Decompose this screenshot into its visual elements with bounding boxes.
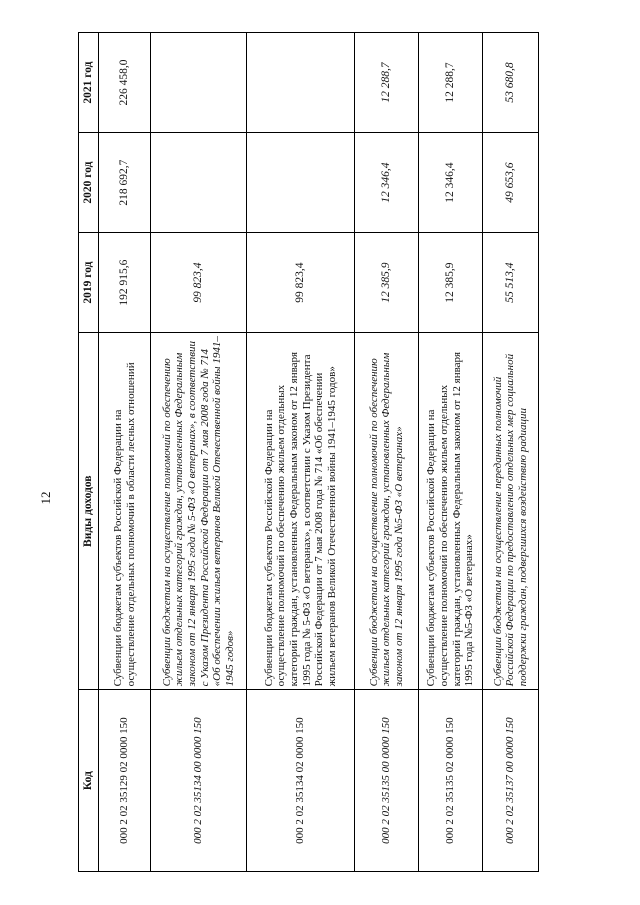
header-2019: 2019 год — [79, 233, 99, 333]
revenue-table — [78, 32, 539, 872]
row-code: 000 2 02 35129 02 0000 150 — [99, 690, 151, 872]
header-2020: 2020 год — [79, 133, 99, 233]
row-value-2021: 12 288,7 — [419, 33, 483, 133]
row-description: Субвенции бюджетам субъектов Российской Федерации на осуществление полномочий по обеспечению жильем отдельных категорий граждан, установленных Федеральным законом от 12 января 1995 года №5-ФЗ «О ветеранах» — [419, 333, 483, 690]
row-value-2019: 99 823,4 — [247, 233, 355, 333]
row-value-2020: 49 653,6 — [483, 133, 539, 233]
row-value-2020: 12 346,4 — [355, 133, 419, 233]
row-code: 000 2 02 35135 00 0000 150 — [355, 690, 419, 872]
row-code: 000 2 02 35134 02 0000 150 — [247, 690, 355, 872]
row-description: Субвенции бюджетам на осуществление полномочий по обеспечению жильем отдельных категорий граждан, установленных Федеральным законом от 12 января 1995 года №5-ФЗ «О ветеранах» — [355, 333, 419, 690]
row-value-2019: 192 915,6 — [99, 233, 151, 333]
row-value-2019: 55 513,4 — [483, 233, 539, 333]
table-row — [247, 33, 355, 872]
row-value-2020: 12 346,4 — [419, 133, 483, 233]
table-header-row — [79, 33, 99, 872]
header-revenue-type: Виды доходов — [79, 333, 99, 690]
header-code: Код — [79, 690, 99, 872]
table-row — [99, 33, 151, 872]
row-description: Субвенции бюджетам субъектов Российской Федерации на осуществление отдельных полномочий в области лесных отношений — [99, 333, 151, 690]
row-description: Субвенции бюджетам на осуществление переданных полномочий Российской Федерации по предоставлению отдельных мер социальной поддержки граждан, подвергшихся воздействию радиации — [483, 333, 539, 690]
row-value-2019: 99 823,4 — [151, 233, 247, 333]
row-description: Субвенции бюджетам на осуществление полномочий по обеспечению жильем отдельных категорий граждан, установленных Федеральным законом от 12 января 1995 года № 5-ФЗ «О ветеранах», в соответствии с Указом Президента Российской Федерации от 7 мая 2008 года № 714 «Об обеспечении жильем ветеранов Великой Отечественной войны 1941–1945 годов» — [151, 333, 247, 690]
row-value-2021: 226 458,0 — [99, 33, 151, 133]
page-number: 12 — [38, 491, 53, 505]
table-row — [483, 33, 539, 872]
row-value-2021 — [247, 33, 355, 133]
table-row — [151, 33, 247, 872]
row-value-2020 — [151, 133, 247, 233]
row-value-2019: 12 385,9 — [355, 233, 419, 333]
header-2021: 2021 год — [79, 33, 99, 133]
row-code: 000 2 02 35137 00 0000 150 — [483, 690, 539, 872]
row-value-2021: 53 680,8 — [483, 33, 539, 133]
row-code: 000 2 02 35135 02 0000 150 — [419, 690, 483, 872]
row-value-2021: 12 288,7 — [355, 33, 419, 133]
table-row — [419, 33, 483, 872]
row-value-2021 — [151, 33, 247, 133]
row-value-2019: 12 385,9 — [419, 233, 483, 333]
row-code: 000 2 02 35134 00 0000 150 — [151, 690, 247, 872]
row-value-2020 — [247, 133, 355, 233]
table-row — [355, 33, 419, 872]
rotated-table-container — [78, 32, 538, 872]
row-description: Субвенции бюджетам субъектов Российской Федерации на осуществление полномочий по обеспечению жильем отдельных категорий граждан, установленных Федеральным законом от 12 января 1995 года № 5-ФЗ «О ветеранах», в соответствии с Указом Президента Российской Федерации от 7 мая 2008 года № 714 «Об обеспечении жильем ветеранов Великой Отечественной войны 1941–1945 годов» — [247, 333, 355, 690]
row-value-2020: 218 692,7 — [99, 133, 151, 233]
